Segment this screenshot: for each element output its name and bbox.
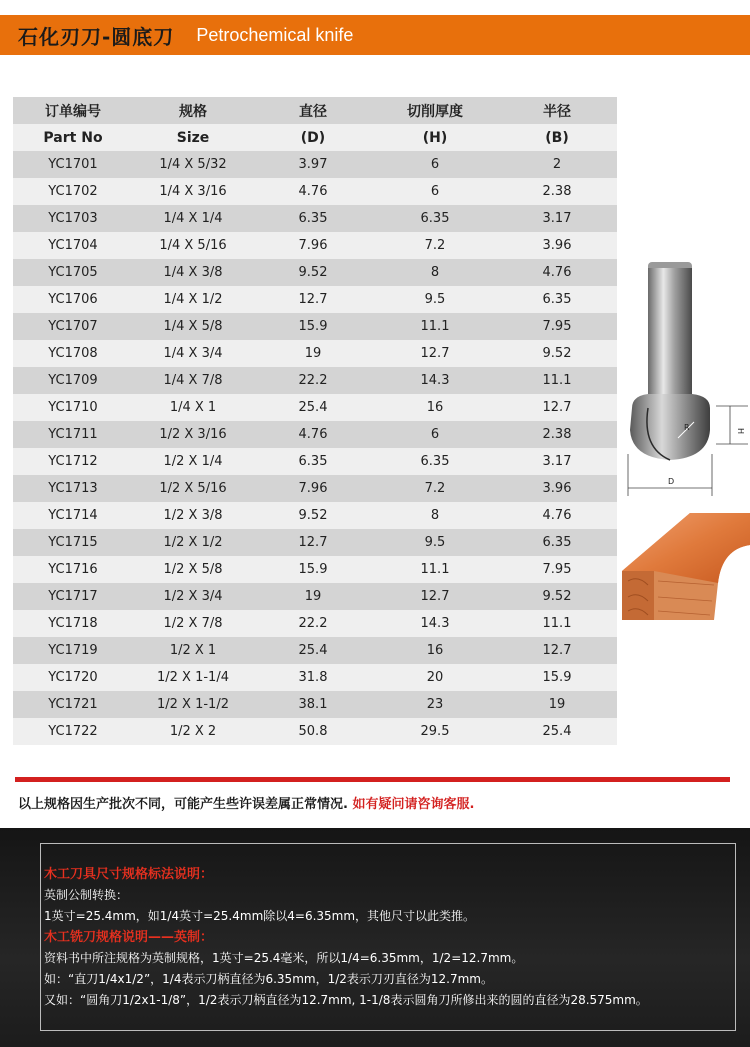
table-cell: YC1710 — [48, 400, 98, 415]
table-cell: YC1703 — [48, 211, 98, 226]
table-cell: YC1717 — [48, 589, 98, 604]
table-cell: 50.8 — [298, 724, 328, 739]
table-row — [13, 664, 617, 691]
table-cell: 1/2 X 1-1/2 — [157, 697, 229, 712]
table-cell: 1/2 X 3/8 — [163, 508, 223, 523]
table-row — [13, 232, 617, 259]
disclaimer-text: 以上规格因生产批次不同，可能产生些许误差属正常情况. — [18, 797, 348, 812]
h-label: H — [736, 428, 745, 435]
table-cell: 6.35 — [298, 454, 328, 469]
table-row — [13, 421, 617, 448]
table-cell: YC1714 — [48, 508, 98, 523]
table-cell: YC1704 — [48, 238, 98, 253]
d-label: D — [668, 477, 675, 486]
table-cell: 14.3 — [420, 373, 450, 388]
col-header-diameter-en: (D) — [300, 129, 326, 146]
table-cell: 12.7 — [298, 292, 328, 307]
table-cell: 1/4 X 7/8 — [163, 373, 223, 388]
disclaimer-note — [18, 793, 474, 812]
table-cell: 6.35 — [542, 535, 572, 550]
table-header-en-row — [13, 124, 617, 151]
table-row — [13, 691, 617, 718]
table-cell: 7.95 — [542, 319, 572, 334]
table-cell: 1/4 X 1/4 — [163, 211, 223, 226]
table-cell: YC1718 — [48, 616, 98, 631]
info-heading-2: 木工铣刀规格说明——英制： — [44, 930, 214, 945]
table-cell: 12.7 — [542, 643, 572, 658]
router-bit-diagram — [618, 258, 750, 508]
table-cell: 9.52 — [298, 265, 328, 280]
table-cell: 11.1 — [542, 373, 572, 388]
table-row — [13, 556, 617, 583]
table-row — [13, 448, 617, 475]
table-cell: YC1719 — [48, 643, 98, 658]
col-header-thickness-cn: 切削厚度 — [407, 103, 463, 120]
header-title-cn: 石化刃刀-圆底刀 — [18, 24, 175, 49]
table-cell: 6.35 — [420, 454, 450, 469]
table-cell: 25.4 — [298, 643, 328, 658]
col-header-part-en: Part No — [43, 129, 103, 146]
table-cell: 6 — [430, 157, 440, 172]
table-cell: 1/4 X 5/32 — [159, 157, 227, 172]
table-cell: 1/4 X 5/16 — [159, 238, 227, 253]
table-cell: 6 — [430, 427, 440, 442]
table-cell: 25.4 — [298, 400, 328, 415]
table-cell: 1/2 X 2 — [169, 724, 217, 739]
table-cell: 1/2 X 5/16 — [159, 481, 227, 496]
table-cell: 1/2 X 5/8 — [163, 562, 223, 577]
radius-label: R — [684, 423, 690, 432]
disclaimer-highlight: 如有疑问请咨询客服. — [352, 797, 475, 812]
table-cell: 4.76 — [298, 184, 328, 199]
info-line-3: 资料书中所注规格为英制规格，1英寸=25.4毫米，所以1/4=6.35mm，1/2=12.7mm。 — [44, 951, 524, 965]
table-cell: 15.9 — [298, 319, 328, 334]
table-cell: 14.3 — [420, 616, 450, 631]
table-cell: 19 — [304, 589, 322, 604]
table-cell: 3.96 — [542, 238, 572, 253]
table-cell: YC1701 — [48, 157, 98, 172]
table-cell: 9.52 — [298, 508, 328, 523]
table-cell: 1/2 X 3/16 — [159, 427, 227, 442]
table-row — [13, 475, 617, 502]
table-cell: 12.7 — [542, 400, 572, 415]
table-cell: 1/2 X 1/2 — [163, 535, 223, 550]
info-line-5: 又如：“圆角刀1/2x1-1/8”，1/2表示刀柄直径为12.7mm, 1-1/8表示圆角刀所修出来的圆的直径为28.575mm。 — [44, 993, 648, 1007]
col-header-size-en: Size — [176, 129, 210, 146]
table-row — [13, 718, 617, 745]
table-row — [13, 313, 617, 340]
table-row — [13, 502, 617, 529]
table-cell: 7.2 — [424, 238, 446, 253]
header-title-en: Petrochemical knife — [196, 24, 354, 45]
spec-table — [13, 97, 617, 745]
table-cell: 3.96 — [542, 481, 572, 496]
table-row — [13, 394, 617, 421]
table-cell: 11.1 — [420, 562, 450, 577]
table-cell: 25.4 — [542, 724, 572, 739]
cutter-body — [630, 394, 710, 460]
table-cell: 7.96 — [298, 238, 328, 253]
table-cell: 1/4 X 5/8 — [163, 319, 223, 334]
table-cell: 3.17 — [542, 211, 572, 226]
table-row — [13, 583, 617, 610]
table-cell: 11.1 — [542, 616, 572, 631]
table-cell: 7.96 — [298, 481, 328, 496]
col-header-part-cn: 订单编号 — [45, 103, 101, 120]
table-cell: 38.1 — [298, 697, 328, 712]
table-cell: 9.52 — [542, 346, 572, 361]
table-cell: 16 — [426, 643, 444, 658]
table-cell: 8 — [430, 508, 440, 523]
table-row — [13, 529, 617, 556]
table-cell: 2.38 — [542, 184, 572, 199]
table-cell: 7.95 — [542, 562, 572, 577]
table-cell: 7.2 — [424, 481, 446, 496]
table-cell: 4.76 — [298, 427, 328, 442]
table-cell: 19 — [304, 346, 322, 361]
table-cell: 4.76 — [542, 265, 572, 280]
table-cell: YC1707 — [48, 319, 98, 334]
table-cell: 12.7 — [420, 346, 450, 361]
col-header-radius-en: (B) — [545, 129, 569, 146]
table-cell: 22.2 — [298, 373, 328, 388]
table-cell: 12.7 — [420, 589, 450, 604]
table-cell: 12.7 — [298, 535, 328, 550]
table-cell: 1/4 X 3/8 — [163, 265, 223, 280]
table-cell: 1/2 X 1 — [169, 643, 217, 658]
page-header — [0, 15, 750, 55]
col-header-size-cn: 规格 — [179, 103, 207, 120]
table-cell: YC1706 — [48, 292, 98, 307]
table-cell: 1/2 X 7/8 — [163, 616, 223, 631]
table-cell: 2 — [552, 157, 562, 172]
table-row — [13, 205, 617, 232]
table-row — [13, 637, 617, 664]
table-cell: 23 — [426, 697, 444, 712]
table-cell: 11.1 — [420, 319, 450, 334]
col-header-diameter-cn: 直径 — [299, 103, 327, 120]
table-cell: 29.5 — [420, 724, 450, 739]
info-line-4: 如：“直刀1/4x1/2”，1/4表示刀柄直径为6.35mm，1/2表示刀刃直径为12.7mm。 — [44, 972, 493, 986]
info-panel-text — [44, 864, 648, 1011]
table-body — [13, 151, 617, 745]
table-cell: 19 — [548, 697, 566, 712]
divider-red-line — [15, 777, 730, 782]
table-cell: YC1712 — [48, 454, 98, 469]
table-cell: 1/4 X 3/16 — [159, 184, 227, 199]
table-cell: 3.17 — [542, 454, 572, 469]
table-cell: 22.2 — [298, 616, 328, 631]
table-row — [13, 151, 617, 178]
table-cell: 9.5 — [424, 535, 446, 550]
table-cell: 4.76 — [542, 508, 572, 523]
col-header-thickness-en: (H) — [422, 129, 448, 146]
info-line-2: 1英寸=25.4mm，如1/4英寸=25.4mm除以4=6.35mm，其他尺寸以此类推。 — [44, 909, 476, 923]
table-cell: YC1702 — [48, 184, 98, 199]
table-cell: 16 — [426, 400, 444, 415]
table-cell: 6.35 — [298, 211, 328, 226]
table-cell: 8 — [430, 265, 440, 280]
table-row — [13, 178, 617, 205]
table-cell: 31.8 — [298, 670, 328, 685]
table-cell: 6.35 — [420, 211, 450, 226]
table-row — [13, 259, 617, 286]
table-cell: YC1720 — [48, 670, 98, 685]
table-cell: 1/2 X 1/4 — [163, 454, 223, 469]
table-row — [13, 286, 617, 313]
table-cell: YC1713 — [48, 481, 98, 496]
table-row — [13, 610, 617, 637]
table-row — [13, 367, 617, 394]
table-cell: 1/4 X 1 — [169, 400, 217, 415]
table-cell: YC1708 — [48, 346, 98, 361]
table-cell: YC1715 — [48, 535, 98, 550]
table-cell: 6 — [430, 184, 440, 199]
table-header-cn-row — [13, 97, 617, 124]
table-cell: 3.97 — [298, 157, 328, 172]
table-cell: 6.35 — [542, 292, 572, 307]
table-cell: 20 — [426, 670, 444, 685]
table-cell: YC1711 — [48, 427, 98, 442]
table-row — [13, 340, 617, 367]
shank — [648, 268, 692, 396]
table-cell: YC1722 — [48, 724, 98, 739]
table-cell: 9.5 — [424, 292, 446, 307]
table-cell: 1/2 X 1-1/4 — [157, 670, 229, 685]
table-cell: 15.9 — [542, 670, 572, 685]
table-cell: YC1709 — [48, 373, 98, 388]
table-cell: YC1716 — [48, 562, 98, 577]
info-heading-1: 木工刀具尺寸规格标法说明： — [44, 867, 214, 882]
table-cell: 2.38 — [542, 427, 572, 442]
info-line-1: 英制公制转换： — [44, 888, 129, 902]
table-cell: 15.9 — [298, 562, 328, 577]
table-cell: 1/4 X 1/2 — [163, 292, 223, 307]
table-cell: YC1721 — [48, 697, 98, 712]
table-cell: 9.52 — [542, 589, 572, 604]
wood-profile-image — [618, 505, 750, 620]
table-cell: YC1705 — [48, 265, 98, 280]
table-cell: 1/2 X 3/4 — [163, 589, 223, 604]
table-cell: 1/4 X 3/4 — [163, 346, 223, 361]
col-header-radius-cn: 半径 — [543, 103, 571, 120]
